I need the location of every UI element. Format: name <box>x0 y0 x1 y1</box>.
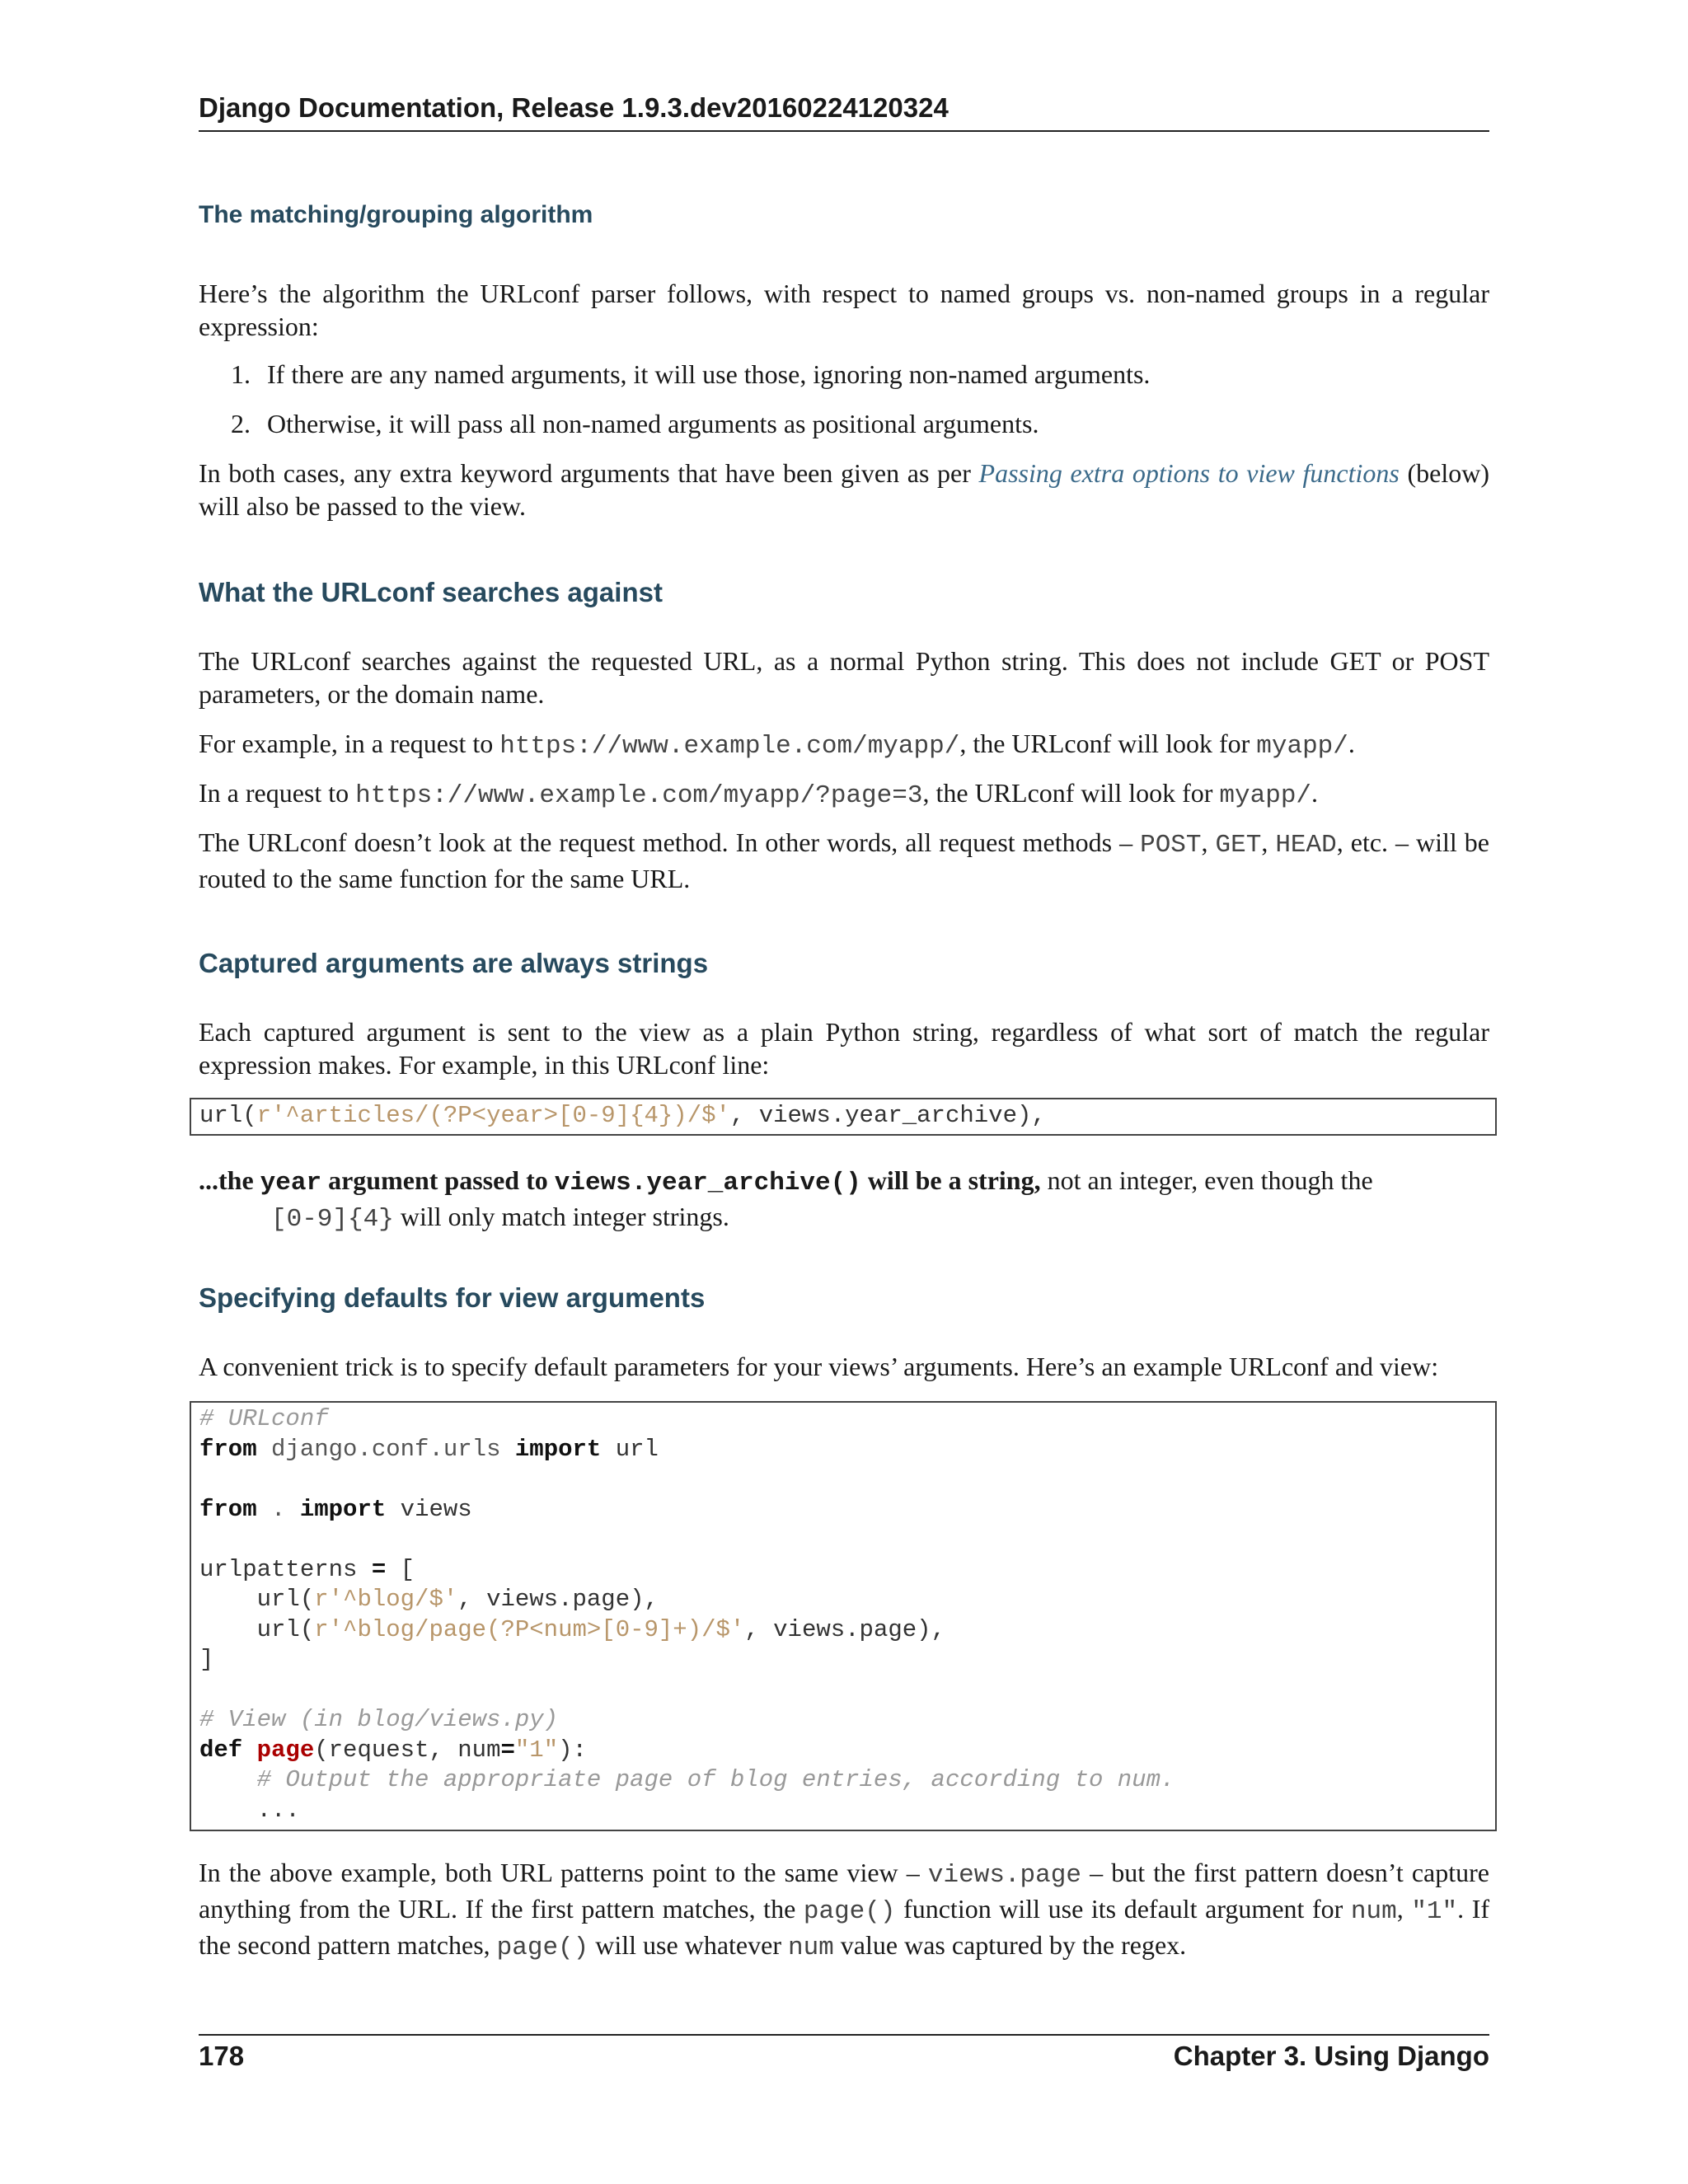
list-number: 2. <box>231 409 251 438</box>
code-text: ): <box>558 1736 587 1764</box>
inline-code-num: num <box>1350 1897 1397 1926</box>
text: value was captured by the regex. <box>833 1930 1187 1960</box>
code-text: (request, num <box>314 1736 501 1764</box>
paragraph-example-request <box>199 727 1489 763</box>
code-comment: # View (in blog/views.py) <box>199 1706 559 1733</box>
text: . If the second pattern matches, <box>199 1894 1490 1960</box>
inline-code-page-fn: page() <box>803 1897 896 1926</box>
code-comment: # Output the appropriate page of blog entries, according to num. <box>199 1766 1175 1793</box>
inline-code-path: myapp/ <box>1219 781 1312 810</box>
text: , the URLconf will look for <box>959 729 1257 758</box>
text: . <box>1348 729 1355 758</box>
footer-rule <box>199 2034 1489 2036</box>
text: For example, in a request to <box>199 729 500 758</box>
page-footer <box>199 2041 1489 2072</box>
inline-code-regex: [0-9]{4} <box>271 1205 394 1234</box>
paragraph-urlconf-searches: The URLconf searches against the requested URL, as a normal Python string. This does not include GET or POST parameters, or the domain name. <box>199 646 1489 709</box>
list-text: If there are any named arguments, it will use those, ignoring non-named arguments. <box>267 359 1151 389</box>
inline-code-page-fn: page() <box>496 1933 589 1962</box>
code-operator: = <box>500 1736 515 1764</box>
text: function will use its default argument for <box>895 1894 1351 1924</box>
inline-code-path: myapp/ <box>1256 732 1348 761</box>
code-text: views <box>400 1495 472 1523</box>
code-module: django.conf.urls <box>271 1435 501 1463</box>
paragraph-defaults-intro: A convenient trick is to specify default parameters for your views’ arguments. Here’s an example URLconf and view: <box>199 1352 1439 1381</box>
code-string: r'^blog/$' <box>314 1586 458 1613</box>
paragraph-captured-arguments: Each captured argument is sent to the view as a plain Python string, regardless of what sort of match the regular expression makes. For example, in this URLconf line: <box>199 1017 1489 1080</box>
header-title: Django Documentation, Release 1.9.3.dev20160224120324 <box>199 92 949 123</box>
page-number: 178 <box>199 2041 245 2071</box>
code-block-url-line <box>190 1098 1497 1136</box>
paragraph-defaults-explanation <box>199 1856 1489 1965</box>
text: In both cases, any extra keyword arguments that have been given as per <box>199 458 979 488</box>
text: will only match integer strings. <box>393 1202 729 1231</box>
list-item-1 <box>231 358 1489 391</box>
code-text: url( <box>199 1586 315 1613</box>
text: . <box>1311 778 1319 808</box>
inline-code-head: HEAD <box>1275 831 1337 860</box>
code-text: ... <box>199 1796 300 1824</box>
text: , <box>1261 827 1276 857</box>
inline-code-num: num <box>787 1933 834 1962</box>
paragraph-extra-keyword <box>199 457 1489 523</box>
text: – but the first pattern doesn’t capture anything from the URL. If the first pattern matches, the <box>199 1858 1490 1924</box>
text: In the above example, both URL patterns point to the same view – <box>199 1858 928 1887</box>
text: ...the <box>199 1165 260 1195</box>
code-keyword: from <box>199 1435 257 1463</box>
code-keyword: def <box>199 1736 243 1764</box>
inline-code-get: GET <box>1215 831 1262 860</box>
text: , etc. – will be routed to the same function for the same URL. <box>199 827 1490 893</box>
inline-code-year: year <box>260 1169 322 1197</box>
text: not an integer, even though the <box>1040 1165 1373 1195</box>
code-string: r'^blog/page(?P<num>[0-9]+)/$' <box>314 1615 745 1643</box>
inline-code-url: https://www.example.com/myapp/?page=3 <box>355 781 923 810</box>
text: , the URLconf will look for <box>922 778 1220 808</box>
code-text: urlpatterns <box>199 1555 372 1583</box>
paragraph-algorithm-intro: Here’s the algorithm the URLconf parser follows, with respect to named groups vs. non-named groups in a regular expression: <box>199 279 1489 341</box>
code-operator: = <box>371 1555 387 1583</box>
code-text: , views.page), <box>744 1615 945 1643</box>
heading-specifying-defaults: Specifying defaults for view arguments <box>199 1282 706 1313</box>
code-keyword: from <box>199 1495 257 1523</box>
list-number: 1. <box>231 359 251 389</box>
code-function-name: page <box>256 1736 315 1764</box>
code-block-urlconf-view <box>190 1401 1497 1831</box>
paragraph-year-note <box>199 1164 1489 1236</box>
text: argument passed to <box>321 1165 555 1195</box>
code-text: ] <box>199 1646 214 1673</box>
inline-code-year-archive: views.year_archive() <box>554 1169 861 1197</box>
list-text: Otherwise, it will pass all non-named arguments as positional arguments. <box>267 409 1039 438</box>
code-comment: # URLconf <box>199 1405 329 1432</box>
code-text: , views.page), <box>457 1586 659 1613</box>
inline-code-views-page: views.page <box>927 1861 1081 1890</box>
text: The URLconf doesn’t look at the request method. In other words, all request methods – <box>199 827 1141 857</box>
heading-matching-grouping: The matching/grouping algorithm <box>199 201 593 228</box>
text: , <box>1396 1894 1412 1924</box>
paragraph-request-with-query <box>199 776 1489 813</box>
text: (below) will also be passed to the view. <box>199 458 1490 521</box>
text: , <box>1201 827 1216 857</box>
running-header <box>199 92 1489 132</box>
code-text: [ <box>386 1555 415 1583</box>
text: In a request to <box>199 778 356 808</box>
code-module: . <box>271 1495 286 1523</box>
code-text: , views.year_archive), <box>729 1102 1046 1129</box>
code-text: url( <box>199 1615 315 1643</box>
link-passing-extra-options[interactable]: Passing extra options to view functions <box>978 458 1400 488</box>
code-text: url( <box>199 1102 257 1129</box>
text: will be a string, <box>860 1165 1041 1195</box>
code-keyword: import <box>514 1435 602 1463</box>
chapter-title: Chapter 3. Using Django <box>1173 2041 1489 2071</box>
inline-code-default-value: "1" <box>1411 1897 1458 1926</box>
code-keyword: import <box>299 1495 387 1523</box>
heading-captured-arguments: Captured arguments are always strings <box>199 948 709 978</box>
paragraph-request-method <box>199 826 1489 895</box>
inline-code-url: https://www.example.com/myapp/ <box>499 732 960 761</box>
heading-urlconf-searches: What the URLconf searches against <box>199 577 663 607</box>
code-text: url <box>615 1435 659 1463</box>
code-string: r'^articles/(?P<year>[0-9]{4})/$' <box>256 1102 730 1129</box>
code-string: "1" <box>514 1736 559 1764</box>
list-item-2 <box>231 407 1489 440</box>
inline-code-post: POST <box>1140 831 1202 860</box>
text: will use whatever <box>588 1930 788 1960</box>
